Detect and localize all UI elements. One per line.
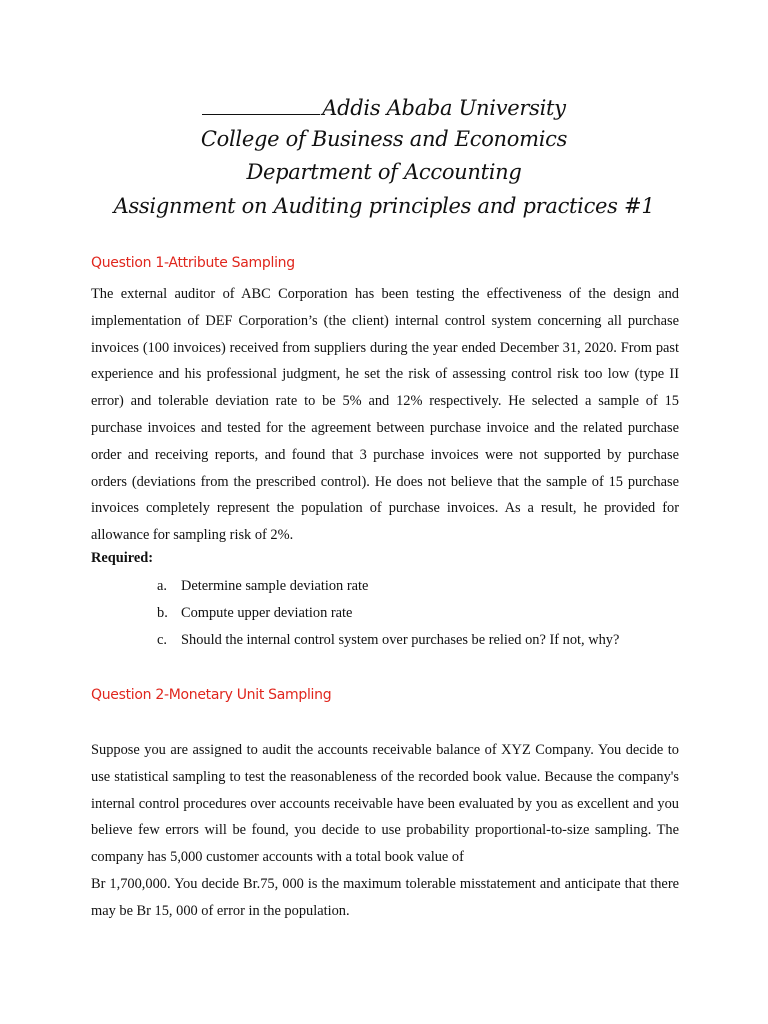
department-heading: Department of Accounting <box>246 160 522 184</box>
question-2-body-part-1: Suppose you are assigned to audit the accounts receivable balance of XYZ Company. You decide to use statistical sampling to test the reasonableness of the recorded book value. Because the company's internal control procedures over accounts receivable have been evaluated by you as excellent and you believe few errors will be found, you decide to use probability proportional-to-size sampling. The company has 5,000 customer accounts with a total book value of <box>91 742 679 866</box>
item-text: Determine sample deviation rate <box>181 578 369 594</box>
item-letter: c. <box>157 632 167 648</box>
required-item-a <box>157 578 368 595</box>
required-item-c <box>157 632 619 649</box>
heading-underline <box>202 94 320 115</box>
item-text: Should the internal control system over purchases be relied on? If not, why? <box>181 632 620 648</box>
question-2-body <box>91 737 679 925</box>
item-letter: b. <box>157 605 168 621</box>
item-text: Compute upper deviation rate <box>181 605 353 621</box>
question-1-title: Question 1-Attribute Sampling <box>91 255 295 271</box>
required-item-b <box>157 605 352 622</box>
item-letter: a. <box>157 578 167 594</box>
college-heading: College of Business and Economics <box>200 127 568 151</box>
university-heading <box>0 94 768 120</box>
assignment-heading: Assignment on Auditing principles and practices #1 <box>113 194 655 218</box>
university-name: Addis Ababa University <box>322 96 566 120</box>
required-label: Required: <box>91 550 154 566</box>
question-2-body-part-2: Br 1,700,000. You decide Br.75, 000 is the maximum tolerable misstatement and anticipate that there may be Br 15, 000 of error in the population. <box>91 875 679 919</box>
question-1-body: The external auditor of ABC Corporation has been testing the effectiveness of the design and implementation of DEF Corporation’s (the client) internal control system concerning all purchase invoices (100 invoices) received from suppliers during the year ended December 31, 2020. From past experience and his professional judgment, he set the risk of assessing control risk too low (type II error) and tolerable deviation rate to be 5% and 12% respectively. He selected a sample of 15 purchase invoices and tested for the agreement between purchase invoice and the related purchase order and receiving reports, and found that 3 purchase invoices were not supported by purchase orders (deviations from the prescribed control). He does not believe that the sample of 15 purchase invoices completely represent the population of purchase invoices. As a result, he provided for allowance for sampling risk of 2%. <box>91 286 679 544</box>
question-2-title: Question 2-Monetary Unit Sampling <box>91 687 332 703</box>
